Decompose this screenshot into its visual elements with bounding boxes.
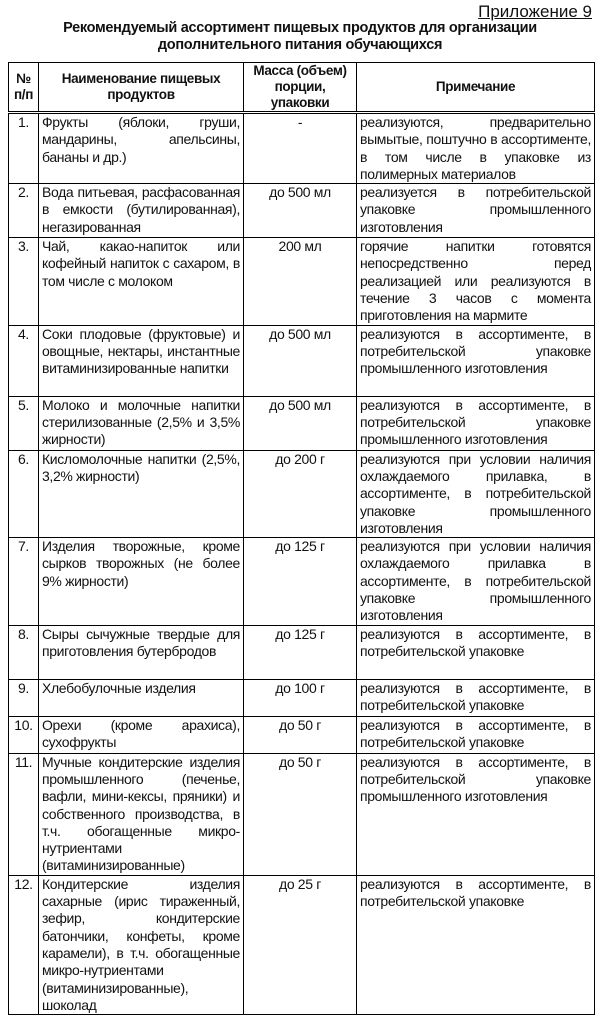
row-mass: до 500 мл — [244, 325, 357, 396]
row-num: 3. — [9, 238, 39, 325]
row-note: реализуются в ассортименте, в потребительской упаковке промышленного изготовления — [357, 396, 595, 450]
row-note: реализуются, предварительно вымытые, поштучно в ассортименте, в том числе в упаковке из полимерных материалов — [357, 113, 595, 184]
row-num: 11. — [9, 753, 39, 875]
table-row — [9, 396, 595, 450]
row-num: 10. — [9, 716, 39, 753]
table-row — [9, 325, 595, 396]
row-name: Хлебобулочные изделия — [39, 679, 244, 716]
table-row — [9, 679, 595, 716]
table-row — [9, 184, 595, 238]
title-line-2: дополнительного питания обучающихся — [157, 37, 443, 53]
row-num: 1. — [9, 113, 39, 184]
row-note: реализуются в ассортименте, в потребительской упаковке — [357, 875, 595, 1014]
table-row — [9, 238, 595, 325]
row-mass: до 500 мл — [244, 396, 357, 450]
row-note: реализуются в ассортименте, в потребительской упаковке — [357, 679, 595, 716]
assortment-table — [8, 62, 595, 1015]
table-row — [9, 538, 595, 625]
row-note: реализуются в ассортименте, в потребительской упаковке — [357, 625, 595, 679]
row-name: Соки плодовые (фруктовые) и овощные, нектары, инстантные витаминизированные напитки — [39, 325, 244, 396]
row-note: реализуются при условии наличия охлаждаемого прилавка, в ассортименте, в потребительской упаковке промышленного изготовления — [357, 450, 595, 537]
row-num: 7. — [9, 538, 39, 625]
row-mass: до 200 г — [244, 450, 357, 537]
row-num: 4. — [9, 325, 39, 396]
row-mass: до 100 г — [244, 679, 357, 716]
table-row — [9, 625, 595, 679]
row-mass: до 25 г — [244, 875, 357, 1014]
table-header-row — [9, 63, 595, 113]
row-note: горячие напитки готовятся непосредственно перед реализацией или реализуются в течение 3 часов с момента приготовления на мармите — [357, 238, 595, 325]
header-note: Примечание — [357, 63, 595, 113]
row-name: Кисломолочные напитки (2,5%, 3,2% жирности) — [39, 450, 244, 537]
row-note: реализуются в ассортименте, в потребительской упаковке — [357, 716, 595, 753]
table-row — [9, 875, 595, 1014]
row-name: Чай, какао-напиток или кофейный напиток с сахаром, в том числе с молоком — [39, 238, 244, 325]
table-row — [9, 450, 595, 537]
header-mass: Масса (объем) порции, упаковки — [244, 63, 357, 113]
row-name: Орехи (кроме арахиса), сухофрукты — [39, 716, 244, 753]
row-num: 6. — [9, 450, 39, 537]
row-name: Мучные кондитерские изделия промышленного (печенье, вафли, мини-кексы, пряники) и собственного производства, в т.ч. обогащенные микро-нутриентами (витаминизированные) — [39, 753, 244, 875]
row-mass: до 50 г — [244, 753, 357, 875]
row-mass: до 125 г — [244, 538, 357, 625]
table-row — [9, 716, 595, 753]
row-name: Изделия творожные, кроме сырков творожных (не более 9% жирности) — [39, 538, 244, 625]
row-num: 2. — [9, 184, 39, 238]
row-mass: до 500 мл — [244, 184, 357, 238]
row-note: реализуются в ассортименте, в потребительской упаковке промышленного изготовления — [357, 753, 595, 875]
row-mass: 200 мл — [244, 238, 357, 325]
row-num: 5. — [9, 396, 39, 450]
header-name: Наименование пищевых продуктов — [39, 63, 244, 113]
row-name: Фрукты (яблоки, груши, мандарины, апельсины, бананы и др.) — [39, 113, 244, 184]
row-name: Молоко и молочные напитки стерилизованные (2,5% и 3,5% жирности) — [39, 396, 244, 450]
row-name: Кондитерские изделия сахарные (ирис тираженный, зефир, кондитерские батончики, конфеты, кроме карамели), в т.ч. обогащенные микро-нутриентами (витаминизированные), шоколад — [39, 875, 244, 1014]
appendix-label: Приложение 9 — [478, 2, 592, 21]
header-num: № п/п — [9, 63, 39, 113]
row-note: реализуются при условии наличия охлаждаемого прилавка в ассортименте, в потребительской упаковке промышленного изготовления — [357, 538, 595, 625]
row-mass: до 125 г — [244, 625, 357, 679]
row-name: Вода питьевая, расфасованная в емкости (бутилированная), негазированная — [39, 184, 244, 238]
row-num: 12. — [9, 875, 39, 1014]
table-row — [9, 113, 595, 184]
row-name: Сыры сычужные твердые для приготовления бутербродов — [39, 625, 244, 679]
row-num: 8. — [9, 625, 39, 679]
row-mass: до 50 г — [244, 716, 357, 753]
row-note: реализуется в потребительской упаковке промышленного изготовления — [357, 184, 595, 238]
title-line-1: Рекомендуемый ассортимент пищевых продуктов для организации — [63, 20, 537, 36]
table-row — [9, 753, 595, 875]
document-title — [0, 20, 600, 54]
row-mass: - — [244, 113, 357, 184]
row-note: реализуются в ассортименте, в потребительской упаковке промышленного изготовления — [357, 325, 595, 396]
row-num: 9. — [9, 679, 39, 716]
